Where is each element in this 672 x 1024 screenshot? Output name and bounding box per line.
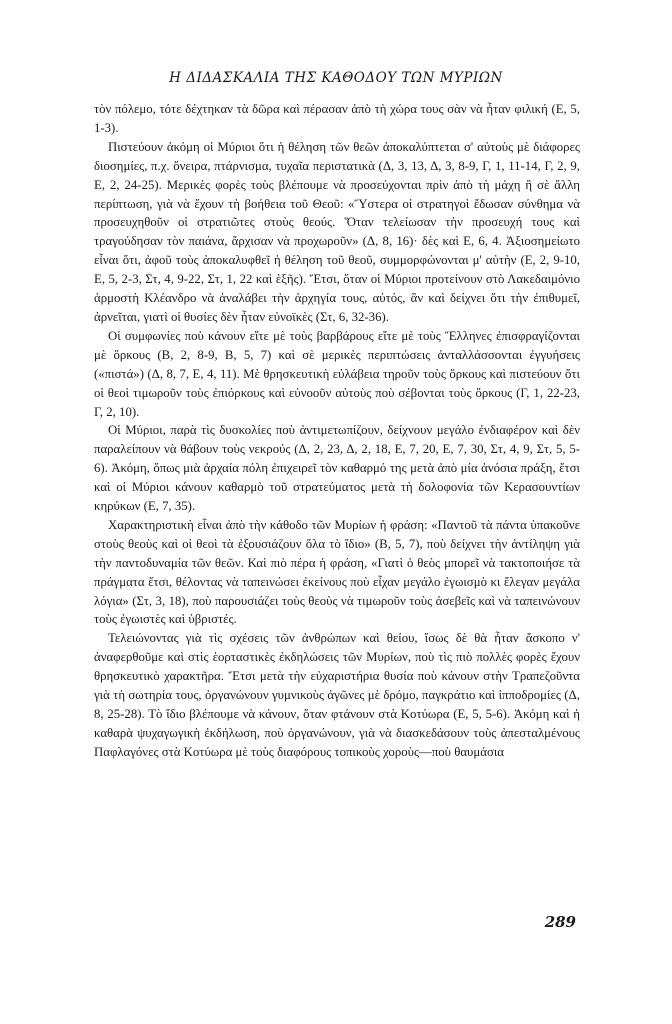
paragraph-2: Πιστεύουν ἀκόμη οἱ Μύριοι ὅτι ἡ θέληση τῶν θεῶν ἀποκαλύπτεται σ' αὐτοὺς μὲ διάφορες διοσημίες, π.χ. ὄνειρα, πτάρνισμα, τυχαῖα περιστατικὰ (Δ, 3, 13, Δ, 3, 8-9, Γ, 1, 11-14, Γ, 2, 9, Ε, 2, 24-25). Μερικὲς φορὲς τοὺς βλέπουμε νὰ προσεύχονται πρὶν ἀπὸ τὴ μάχη ἢ σὲ ἄλλη περίπτωση, γιὰ νὰ ἔχουν τὴ βοήθεια τοῦ Θεοῦ: «Ὕστερα οἱ στρατηγοὶ ἔδωσαν σύνθημα νὰ προσευχηθοῦν οἱ στρατιῶτες στοὺς θεούς. Ὅταν τελείωσαν τὴν προσευχή τους καὶ τραγούδησαν τὸν παιάνα, ἄρχισαν νὰ προχωροῦν» (Δ, 8, 16)· δὲς καὶ Ε, 6, 4. Ἀξιοσημείωτο εἶναι ὅτι, ἀφοῦ τοὺς ἀποκαλυφθεῖ ἡ θέληση τοῦ θεοῦ, συμμορφώνονται μ' αὐτὴν (Ε, 2, 9-10, Ε, 5, 2-3, Στ, 4, 9-22, Στ, 1, 22 καὶ ἑξῆς). Ἔτσι, ὅταν οἱ Μύριοι προτείνουν στὸ Λακεδαιμόνιο ἁρμοστὴ Κλέανδρο νὰ ἀναλάβει τὴν ἀρχηγία τους, αὐτός, ἂν καὶ δείχνει ὅτι τὴν ἐπιθυμεῖ, ἀρνεῖται, γιατὶ οἱ θυσίες δὲν ἦταν εὐνοϊκὲς (Στ, 6, 32-36). bbox=[94, 139, 580, 324]
page-number: 289 bbox=[544, 913, 576, 931]
running-title: Η ΔΙΔΑΣΚΑΛΙΑ ΤΗΣ ΚΑΘΟΔΟΥ ΤΩΝ ΜΥΡΙΩΝ bbox=[169, 70, 503, 86]
paragraph-3: Οἱ συμφωνίες ποὺ κάνουν εἴτε μὲ τοὺς βαρβάρους εἴτε μὲ τοὺς Ἕλληνες ἐπισφραγίζονται μὲ ὅρκους (Β, 2, 8-9, Β, 5, 7) καὶ σὲ μερικὲς περιπτώσεις ἀνταλλάσσονται ἐγγυήσεις («πιστά») (Δ, 8, 7, Ε, 4, 11). Μὲ θρησκευτικὴ εὐλάβεια τηροῦν τοὺς ὅρκους καὶ πιστεύουν ὅτι οἱ θεοὶ τιμωροῦν τοὺς ἐπιόρκους καὶ εὐνοοῦν αὐτοὺς ποὺ σέβονται τοὺς ὅρκους (Γ, 1, 22-23, Γ, 2, 10). bbox=[94, 328, 580, 419]
paragraph-1: τὸν πόλεμο, τότε δέχτηκαν τὰ δῶρα καὶ πέρασαν ἀπὸ τὴ χώρα τους σὰν νὰ ἦταν φιλική (Ε, 5, 1-3). bbox=[94, 102, 580, 135]
paragraph-4: Οἱ Μύριοι, παρὰ τὶς δυσκολίες ποὺ ἀντιμετωπίζουν, δείχνουν μεγάλο ἐνδιαφέρον καὶ δὲν παραλείπουν νὰ θάβουν τοὺς νεκρούς (Δ, 2, 23, Δ, 2, 18, Ε, 7, 20, Ε, 7, 30, Στ, 4, 9, Στ, 5, 5-6). Ἀκόμη, ὅπως μιὰ ἀρχαία πόλη ἐπιχειρεῖ τὸν καθαρμό της μετὰ ἀπὸ μία ἀνόσια πράξη, ἔτσι καὶ οἱ Μύριοι κάνουν καθαρμὸ τοῦ στρατεύματος μετὰ τὴ δολοφονία τῶν Κερασουντίων κηρύκων (Ε, 7, 35). bbox=[94, 423, 580, 514]
paragraph-5: Χαρακτηριστικὴ εἶναι ἀπὸ τὴν κάθοδο τῶν Μυρίων ἡ φράση: «Παντοῦ τὰ πάντα ὑπακοῦνε στοὺς θεοὺς καὶ οἱ θεοὶ τὰ ἐξουσιάζουν ὅλα τὸ ἴδιο» (Β, 5, 7), ποὺ δείχνει τὴν ἀντίληψη γιὰ τὴν παντοδυναμία τῶν θεῶν. Καὶ πιὸ πέρα ἡ φράση, «Γιατὶ ὁ θεὸς μπορεῖ νὰ τακτοποιήσε τὰ πράγματα ἔτσι, θέλοντας νὰ ταπεινώσει ἐκείνους ποὺ εἶχαν μεγάλο ἐγωισμὸ κι ἔλεγαν μεγάλα λόγια» (Στ, 3, 18), ποὺ παρουσιάζει τοὺς θεοὺς νὰ τιμωροῦν τοὺς ἀσεβεῖς καὶ νὰ ταπεινώνουν τοὺς ἐγωιστὲς καὶ ὑβριστές. bbox=[94, 517, 580, 627]
body-text bbox=[94, 100, 580, 762]
paragraph-6: Τελειώνοντας γιὰ τὶς σχέσεις τῶν ἀνθρώπων καὶ θείου, ἴσως δὲ θὰ ἦταν ἄσκοπο ν' ἀναφερθοῦμε καὶ στὶς ἑορταστικὲς ἐκδηλώσεις τῶν Μυρίων, ποὺ τὶς πιὸ πολλὲς φορὲς ἔχουν θρησκευτικὸ χαρακτῆρα. Ἔτσι μετὰ τὴν εὐχαριστήρια θυσία ποὺ κάνουν στὴν Τραπεζοῦντα γιὰ τὴ σωτηρία τους, ὀργανώνουν γυμνικοὺς ἀγῶνες μὲ δρόμο, παγκράτιο καὶ ἱπποδρομίες (Δ, 8, 25-28). Τὸ ἴδιο βλέπουμε νὰ κάνουν, ὅταν φτάνουν στὰ Κοτύωρα (Ε, 5, 5-6). Ἀκόμη καὶ ἡ καθαρὰ ψυχαγωγικὴ ἐκδήλωση, ποὺ ὀργανώνουν, γιὰ νὰ διασκεδάσουν τοὺς ἀπεσταλμένους Παφλαγόνες στὰ Κοτύωρα μὲ τοὺς διαφόρους τοπικοὺς χοροὺς—ποὺ θαυμάσια bbox=[94, 631, 580, 759]
